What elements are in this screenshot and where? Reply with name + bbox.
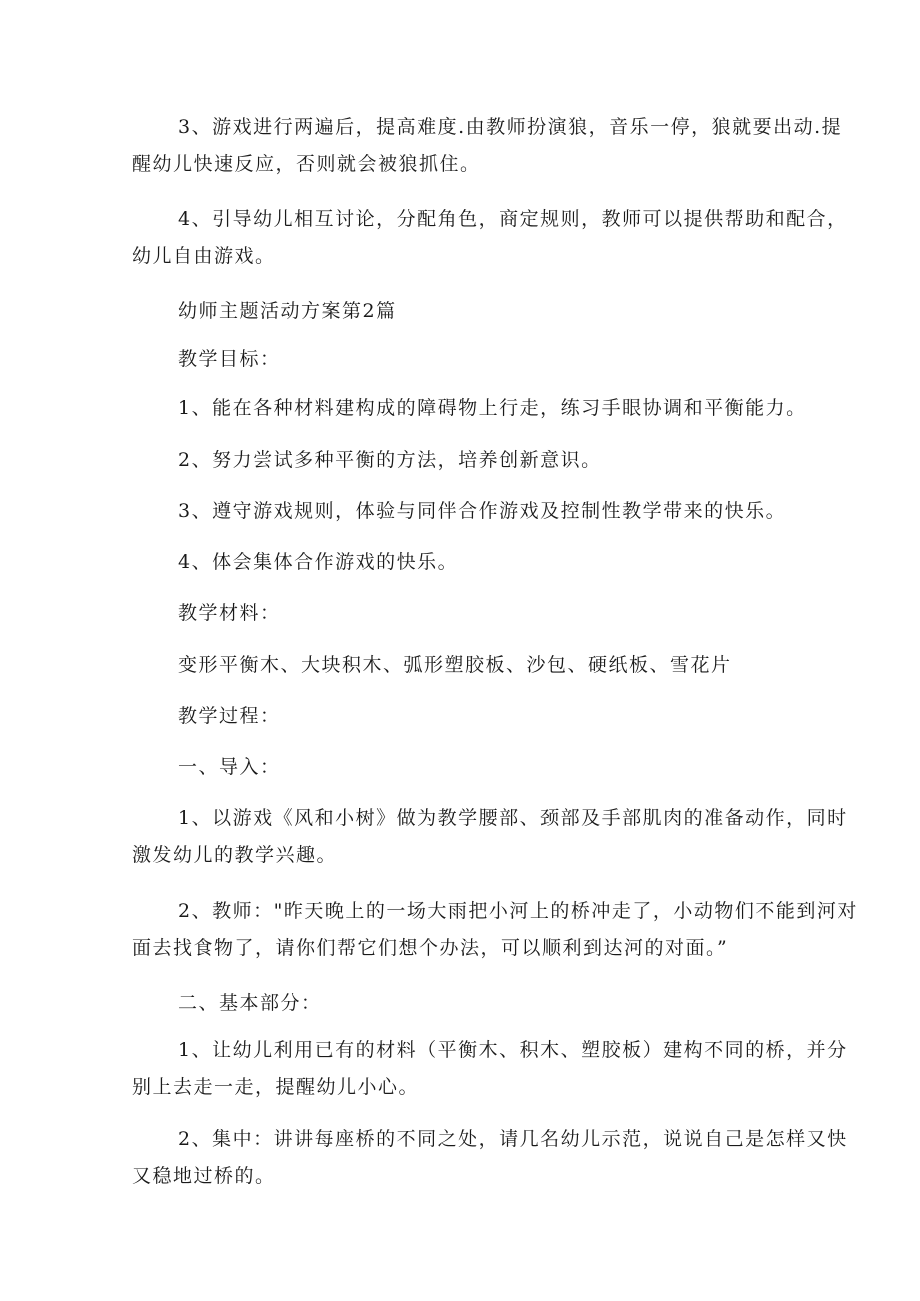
text-line: 又稳地过桥的。	[132, 1165, 276, 1187]
text-line: 1、以游戏《风和小树》做为教学腰部、颈部及手部肌肉的准备动作，同时	[178, 807, 848, 829]
text-line: 面去找食物了，请你们帮它们想个办法，可以顺利到达河的对面。”	[132, 937, 729, 959]
text-line: 4、体会集体合作游戏的快乐。	[178, 551, 459, 573]
text-line: 幼师主题活动方案第2篇	[178, 300, 397, 322]
text-line: 幼儿自由游戏。	[132, 245, 276, 267]
text-line: 教学过程：	[178, 705, 281, 727]
text-line: 4、引导幼儿相互讨论，分配角色，商定规则，教师可以提供帮助和配合，	[178, 208, 848, 230]
text-line: 变形平衡木、大块积木、弧形塑胶板、沙包、硬纸板、雪花片	[178, 654, 732, 676]
text-line: 二、基本部分：	[178, 992, 322, 1014]
text-line: 2、集中：讲讲每座桥的不同之处，请几名幼儿示范，说说自己是怎样又快	[178, 1128, 848, 1150]
text-line: 教学材料：	[178, 602, 281, 624]
text-line: 一、导入：	[178, 756, 281, 778]
text-line: 醒幼儿快速反应，否则就会被狼抓住。	[132, 153, 481, 175]
text-line: 1、能在各种材料建构成的障碍物上行走，练习手眼协调和平衡能力。	[178, 397, 807, 419]
text-line: 3、游戏进行两遍后，提高难度.由教师扮演狼，音乐一停，狼就要出动.提	[178, 116, 843, 138]
text-line: 2、努力尝试多种平衡的方法，培养创新意识。	[178, 449, 602, 471]
text-line: 1、让幼儿利用已有的材料（平衡木、积木、塑胶板）建构不同的桥，并分	[178, 1039, 848, 1061]
text-line: 别上去走一走，提醒幼儿小心。	[132, 1076, 420, 1098]
text-line: 教学目标：	[178, 348, 281, 370]
text-line: 激发幼儿的教学兴趣。	[132, 844, 338, 866]
text-line: 2、教师："昨天晚上的一场大雨把小河上的桥冲走了，小动物们不能到河对	[178, 900, 858, 922]
text-line: 3、遵守游戏规则，体验与同伴合作游戏及控制性教学带来的快乐。	[178, 500, 787, 522]
